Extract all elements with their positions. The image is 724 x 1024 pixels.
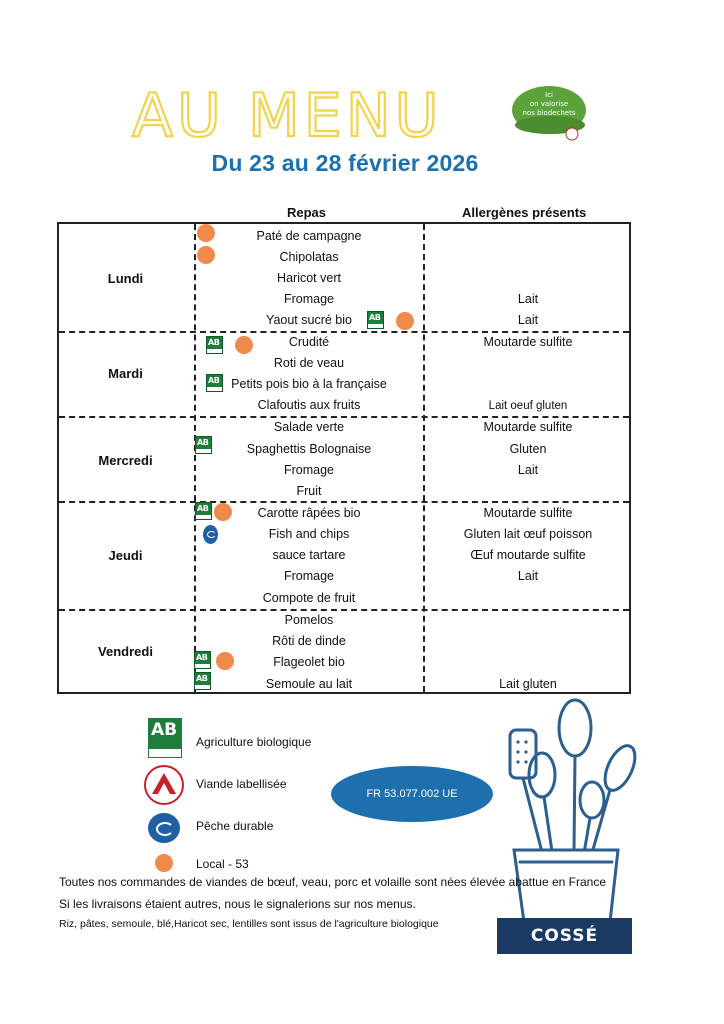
menu-title-text: AU MENU [132,81,443,148]
local-icon [197,224,215,242]
day-divider [59,501,629,503]
menu-title [130,78,490,148]
footer-delivery-note: Si les livraisons étaient autres, nous le signalerions sur nos menus. [59,897,416,911]
badge-line-3: nos biodechets [522,109,576,117]
dish-item: Roti de veau [273,356,345,370]
organic-ab-icon [195,502,212,520]
day-divider [59,331,629,333]
day-divider [59,416,629,418]
organic-ab-icon [194,651,211,669]
allergen-item: Moutarde sulfite [483,506,573,520]
utensils-illustration [492,690,642,950]
label-rouge-icon [143,764,185,806]
allergen-item: Gluten lait œuf poisson [463,527,593,541]
local-icon [235,336,253,354]
legend-label-local: Local - 53 [196,857,249,871]
local-icon [214,503,232,521]
local-icon [197,246,215,264]
dish-item: Carotte râpées bio [257,506,361,520]
allergen-item: Lait gluten [499,677,557,691]
footer-organic-note: Riz, pâtes, semoule, blé,Haricot sec, lentilles sont issus de l'agriculture biologique [59,918,439,930]
local-icon [155,854,173,872]
local-icon [216,652,234,670]
dish-item: Fromage [283,292,335,306]
menu-dates: Du 23 au 28 février 2026 [211,150,479,176]
biodechets-badge [510,84,588,142]
cosse-logo: COSSÉ [497,918,632,954]
allergen-item: Lait oeuf gluten [488,400,568,412]
dish-item: Rôti de dinde [272,634,346,648]
organic-ab-icon [367,311,384,329]
dish-item: Haricot vert [277,271,341,285]
dish-item: Crudité [288,335,330,349]
day-divider [59,609,629,611]
dish-item: Clafoutis aux fruits [257,398,361,412]
dish-item: Flageolet bio [273,655,345,669]
day-vendredi: Vendredi [98,644,153,659]
legend-label-organic: Agriculture biologique [196,735,312,749]
allergen-item: Œuf moutarde sulfite [470,548,586,562]
sustainable-fishing-icon [203,525,218,544]
dish-item: Yaout sucré bio [266,313,352,327]
sanitary-approval-code: FR 53.077.002 UE [331,766,493,822]
allergen-item: Moutarde sulfite [483,420,573,434]
dish-item: Fromage [283,569,335,583]
organic-ab-icon [195,436,212,454]
dish-item: Fruit [296,484,322,498]
allergen-item: Lait [517,313,539,327]
dish-item: Compote de fruit [262,591,356,605]
day-jeudi: Jeudi [108,548,143,563]
allergen-item: Gluten [509,442,547,456]
day-mercredi: Mercredi [98,453,153,468]
legend-label-fishing: Pêche durable [196,819,274,833]
column-header-allergens: Allergènes présents [462,205,587,220]
allergen-item: Moutarde sulfite [483,335,573,349]
allergen-item: Lait [517,569,539,583]
allergen-item: Lait [517,463,539,477]
day-lundi: Lundi [107,271,144,286]
local-icon [396,312,414,330]
menu-table [57,222,631,694]
dish-item: Fish and chips [268,527,350,541]
dish-item: Semoule au lait [265,677,353,691]
allergen-item: Lait [517,292,539,306]
dish-item: Chipolatas [279,250,339,264]
dish-item: sauce tartare [272,548,346,562]
dish-item: Spaghettis Bolognaise [246,442,372,456]
badge-line-1: Ici [545,91,553,99]
badge-line-2: on valorise [529,100,569,108]
organic-ab-icon [194,672,211,690]
sustainable-fishing-icon [148,813,180,843]
organic-ab-icon: AB [148,718,182,758]
legend-label-label-rouge: Viande labellisée [196,777,287,791]
dish-item: Fromage [283,463,335,477]
dish-item: Salade verte [273,420,345,434]
dish-item: Paté de campagne [256,229,362,243]
dish-item: Petits pois bio à la française [231,377,387,391]
organic-ab-icon [206,374,223,392]
day-mardi: Mardi [108,366,143,381]
column-header-repas: Repas [287,205,327,220]
footer-origin-note: Toutes nos commandes de viandes de bœuf, veau, porc et volaille sont nées élevée abattue en France [59,875,606,889]
organic-ab-icon [206,336,223,354]
dish-item: Pomelos [284,613,334,627]
